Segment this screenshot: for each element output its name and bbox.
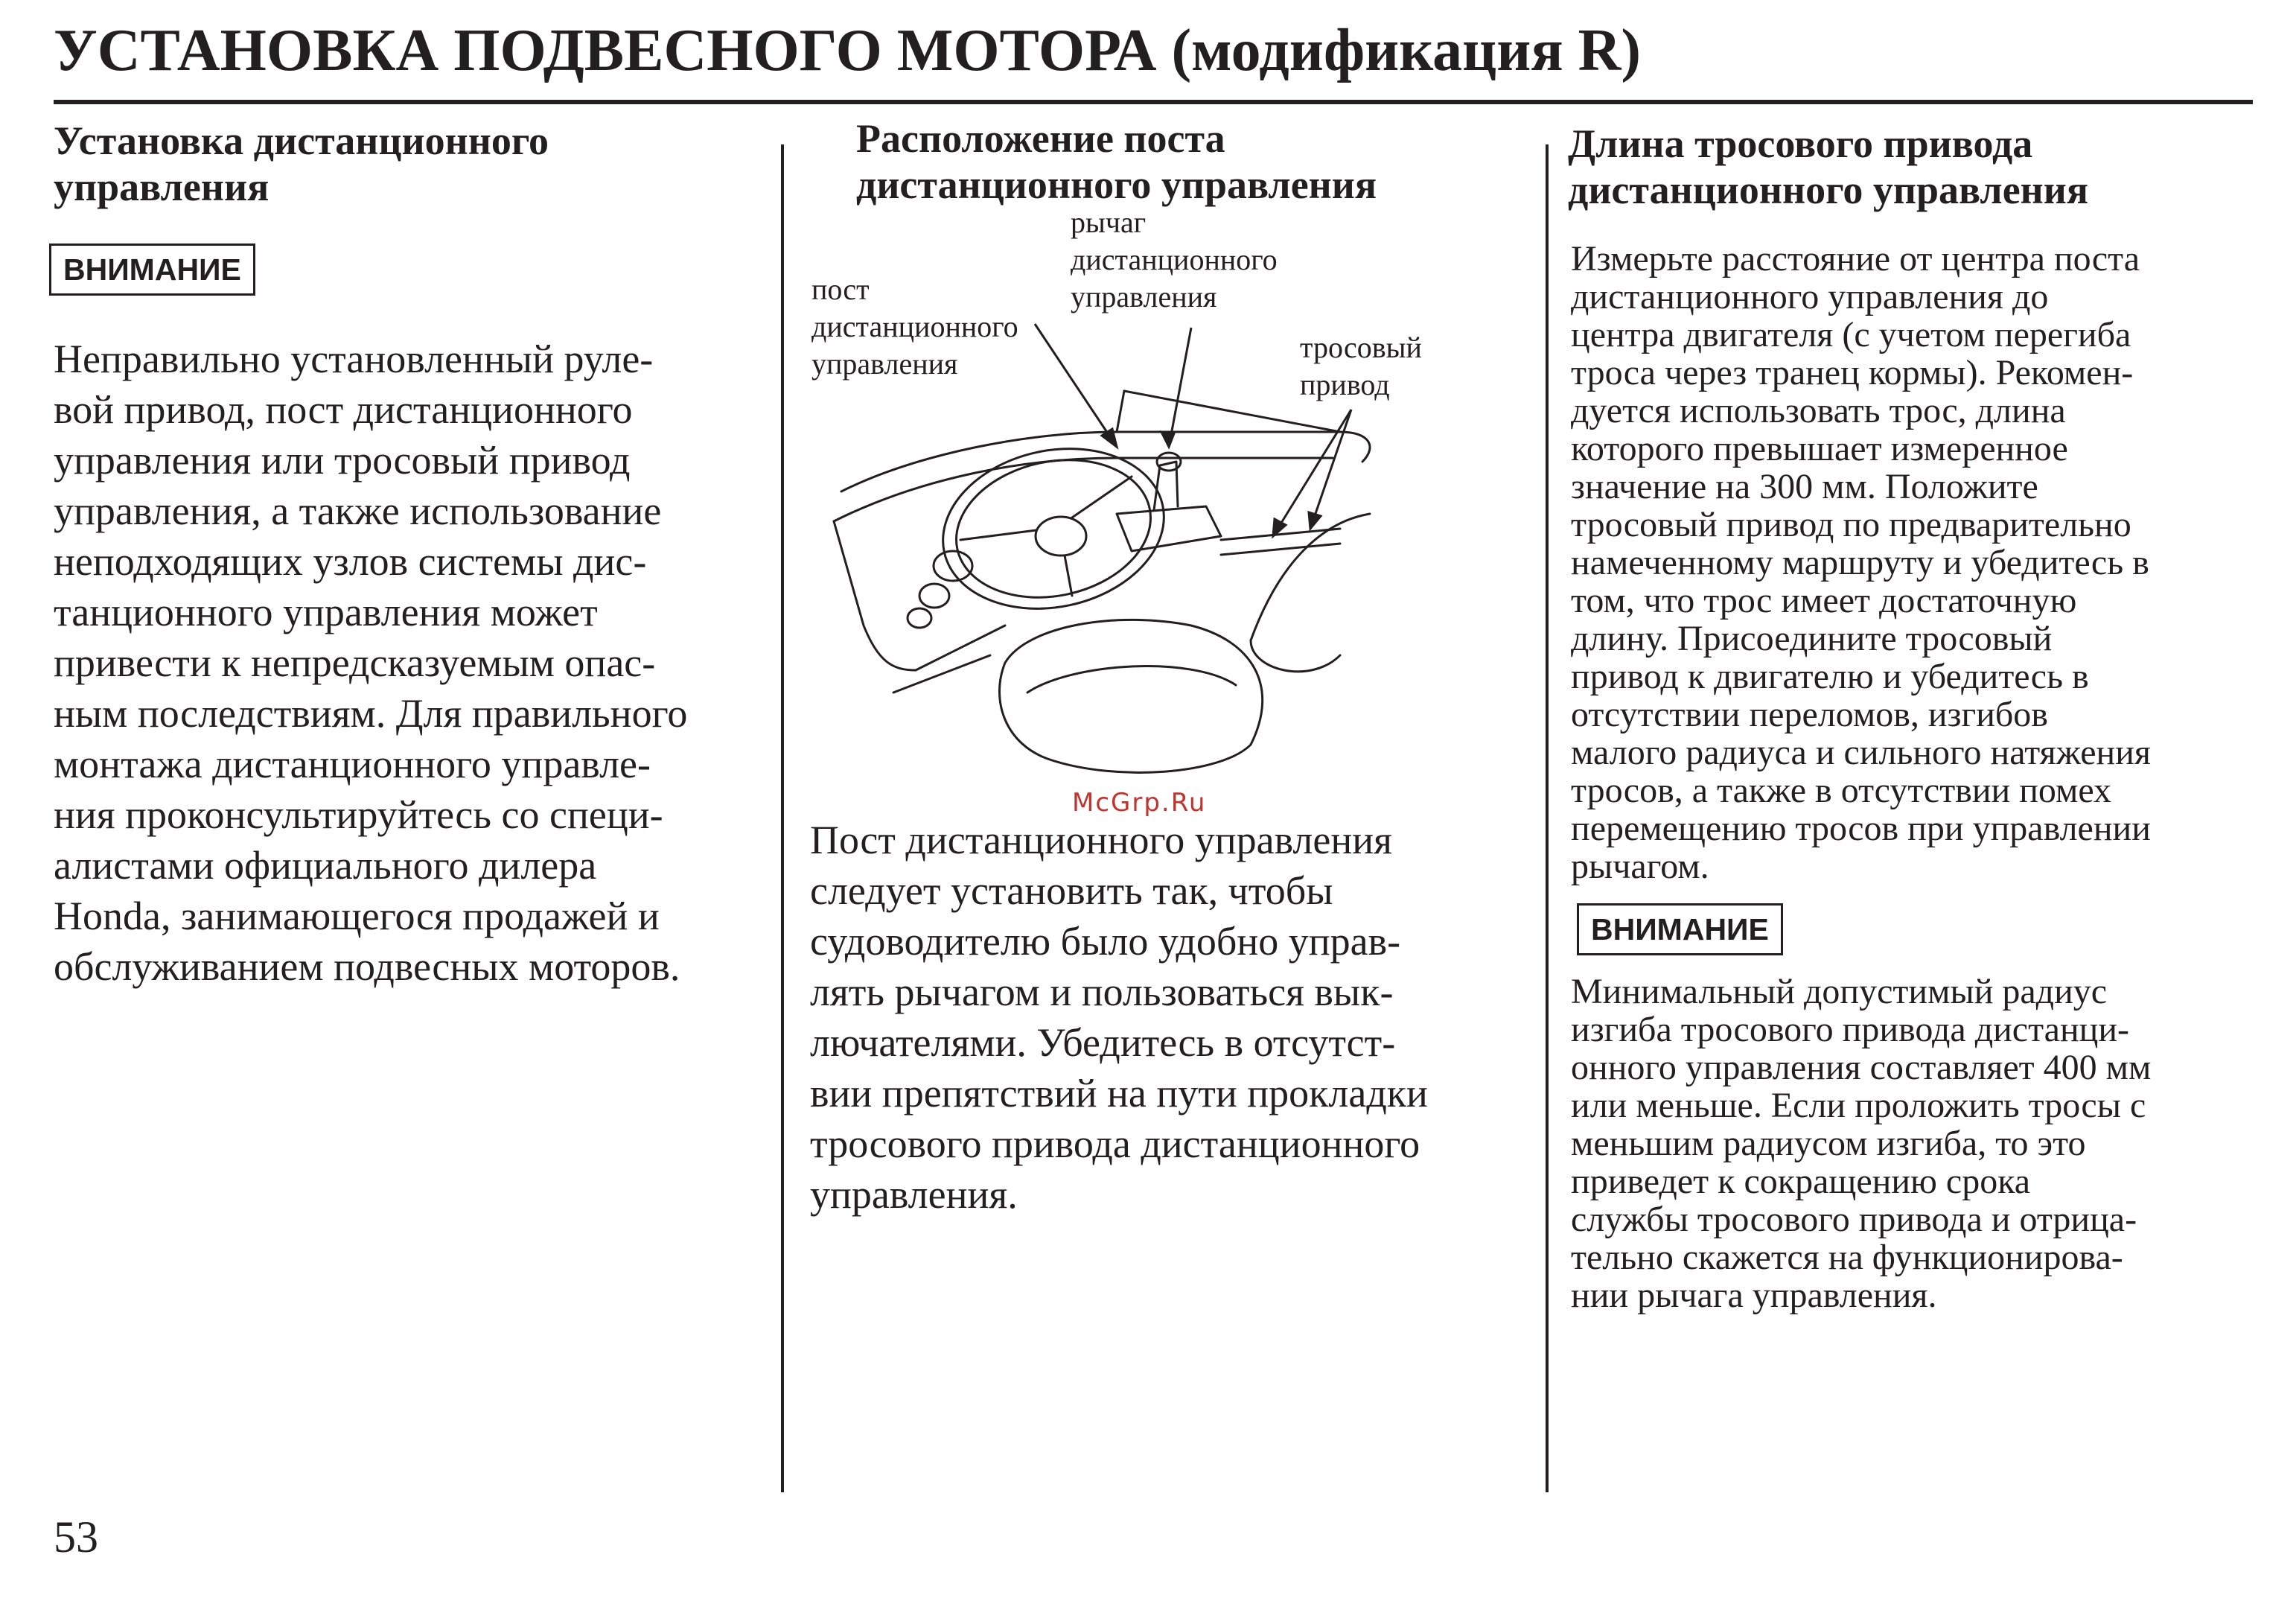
label-line: тросовый: [1300, 331, 1422, 364]
label-line: управления: [811, 347, 958, 381]
text-line: Пост дистанционного управления: [810, 818, 1392, 862]
text-line: намеченному маршруту и убедитесь в: [1571, 543, 2149, 582]
steering-hub: [1036, 517, 1086, 556]
text-line: том, что трос имеет достаточную: [1571, 581, 2077, 620]
text-line: отсутствии переломов, изгибов: [1571, 695, 2048, 734]
text-line: рычагом.: [1571, 847, 1709, 886]
label-remote-lever: [1071, 206, 1285, 314]
warning-text: [54, 334, 687, 992]
section-heading-cable-length: [1568, 121, 2088, 213]
text-line: которого превышает измеренное: [1571, 429, 2068, 468]
text-line: судоводителю было удобно управ-: [810, 919, 1401, 964]
windshield-frame: [841, 432, 1370, 491]
text-line: Honda, занимающегося продажей и: [54, 894, 660, 938]
heading-line: Длина тросового привода: [1568, 121, 2033, 166]
text-line: тросов, а также в отсутствии помех: [1571, 771, 2112, 810]
text-line: нии рычага управления.: [1571, 1276, 1937, 1315]
text-line: меньшим радиусом изгиба, то это: [1571, 1124, 2086, 1163]
seat-cushion-edge: [1027, 666, 1236, 693]
text-line: длину. Присоедините тросовый: [1571, 619, 2053, 658]
notice-badge: ВНИМАНИЕ: [1577, 903, 1783, 955]
heading-line: Установка дистанционного: [54, 118, 549, 163]
text-line: управления или тросовый привод: [54, 438, 631, 483]
heading-line: Расположение поста: [856, 116, 1225, 161]
text-line: онного управления составляет 400 мм: [1571, 1048, 2152, 1087]
text-line: обслуживанием подвесных моторов.: [54, 944, 680, 989]
title-rule: [54, 100, 2253, 104]
label-line: управления: [1071, 280, 1217, 314]
text-line: Неправильно установленный руле-: [54, 337, 654, 381]
text-line: изгиба тросового привода дистанци-: [1571, 1010, 2130, 1049]
gauge-3: [908, 608, 931, 628]
text-line: ния проконсультируйтесь со специ-: [54, 792, 663, 837]
page-number: 53: [54, 1512, 98, 1562]
label-cable: [1300, 331, 1429, 401]
floor-lines: [893, 626, 1005, 693]
text-line: Измерьте расстояние от центра поста: [1571, 239, 2140, 279]
section-heading-location: [856, 115, 1377, 208]
label-line: дистанционного: [811, 310, 1018, 343]
text-line: дуется использовать трос, длина: [1571, 391, 2066, 430]
windshield-post: [1117, 391, 1124, 432]
gauge-2: [919, 584, 949, 608]
text-line: дистанционного управления до: [1571, 277, 2049, 316]
page-title: УСТАНОВКА ПОДВЕСНОГО МОТОРА (модификация R): [54, 18, 1642, 83]
leader-remote-lever: [1169, 328, 1191, 447]
text-line: вии препятствий на пути прокладки: [810, 1071, 1428, 1116]
arrow-cable-2: [1309, 512, 1321, 529]
heading-line: дистанционного управления: [1568, 168, 2089, 212]
dash-outline: [834, 458, 1333, 521]
text-line: службы тросового привода и отрица-: [1571, 1200, 2137, 1239]
arrow-remote-lever: [1161, 432, 1174, 447]
text-line: приведет к сокращению срока: [1571, 1162, 2031, 1201]
text-line: вой привод, пост дистанционного: [54, 387, 633, 432]
cable-length-text: [1571, 240, 2151, 885]
text-line: значение на 300 мм. Положите: [1571, 467, 2038, 506]
label-remote-post: [811, 273, 1026, 381]
text-line: или меньше. Если проложить тросы с: [1571, 1086, 2146, 1125]
text-line: привести к непредсказуемым опас-: [54, 640, 656, 685]
text-line: Минимальный допустимый радиус: [1571, 972, 2108, 1011]
text-line: перемещению тросов при управлении: [1571, 809, 2151, 848]
leader-remote-post: [1035, 324, 1117, 447]
text-line: монтажа дистанционного управле-: [54, 742, 651, 786]
gauge-1: [934, 551, 972, 581]
text-line: малого радиуса и сильного натяжения: [1571, 733, 2151, 772]
text-line: троса через транец кормы). Рекомен-: [1571, 353, 2134, 392]
section-heading-installation: [54, 118, 549, 210]
steering-wheel-inner: [943, 443, 1164, 615]
remote-control-box: [1117, 506, 1221, 551]
text-line: тросового привода дистанционного: [810, 1121, 1420, 1166]
heading-line: управления: [54, 165, 270, 209]
text-line: тельно скажется на функционирова-: [1571, 1238, 2123, 1277]
label-line: пост: [811, 273, 870, 306]
text-line: управления, а также использование: [54, 488, 662, 533]
seat-cushion: [1000, 620, 1263, 772]
label-line: привод: [1300, 368, 1390, 401]
text-line: управления.: [810, 1172, 1018, 1217]
dash-side-panel: [834, 521, 916, 670]
text-line: следует установить так, чтобы: [810, 868, 1333, 913]
text-line: ным последствиям. Для правильного: [54, 691, 688, 736]
heading-line: дистанционного управления: [856, 162, 1377, 207]
boat-cockpit-illustration: [804, 206, 1422, 789]
text-line: центра двигателя (с учетом перегиба: [1571, 315, 2131, 354]
text-line: лючателями. Убедитесь в отсутст-: [810, 1020, 1396, 1065]
text-line: неподходящих узлов системы дис-: [54, 539, 647, 584]
text-line: привод к двигателю и убедитесь в: [1571, 657, 2089, 696]
bend-radius-text: [1571, 973, 2151, 1314]
label-line: дистанционного: [1071, 243, 1278, 276]
label-line: рычаг: [1071, 206, 1147, 239]
notice-badge: ВНИМАНИЕ: [49, 244, 255, 296]
seat-back-left: [1251, 514, 1370, 640]
text-line: алистами официального дилера: [54, 843, 597, 888]
column-divider-1: [781, 144, 784, 1492]
column-divider-2: [1546, 144, 1549, 1492]
cable-channel: [1221, 529, 1340, 555]
seat-back-bottom: [1251, 640, 1340, 672]
text-line: тросовый привод по предварительно: [1571, 505, 2131, 544]
watermark: McGrp.Ru: [1072, 788, 1207, 818]
text-line: танционного управления может: [54, 590, 598, 634]
steering-spokes: [960, 477, 1132, 596]
location-text: [810, 815, 1428, 1220]
text-line: лять рычагом и пользоваться вык-: [810, 970, 1394, 1014]
